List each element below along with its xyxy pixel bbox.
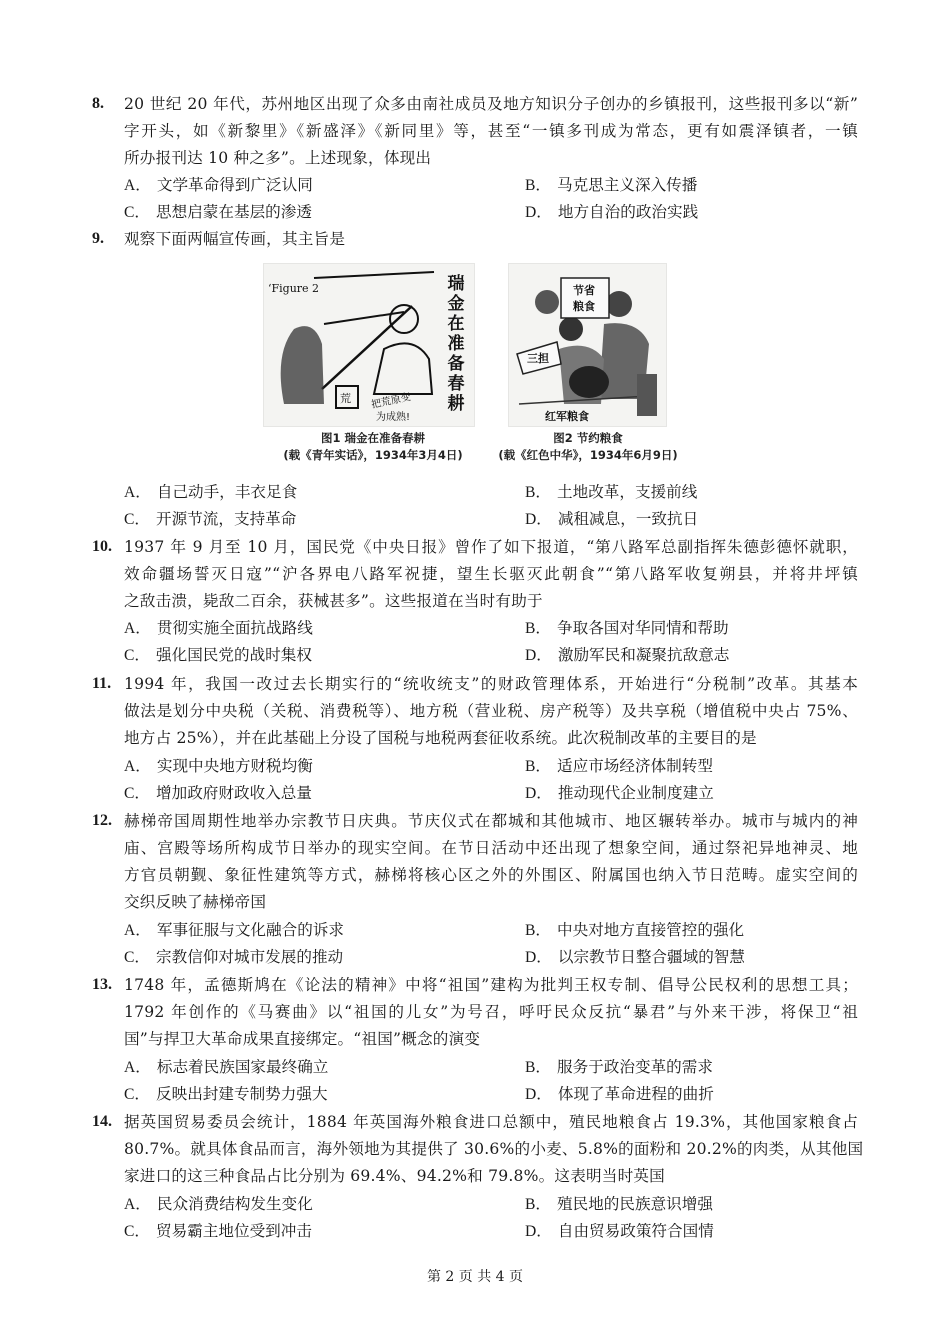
option-key: C． — [124, 1086, 150, 1103]
question-stem-line: 观察下面两幅宣传画，其主旨是 — [124, 230, 346, 248]
option-c[interactable] — [124, 202, 312, 223]
figure-1-vertical-title: 瑞金在准备春耕 — [447, 274, 465, 414]
question-stem-line: 1994 年，我国一改过去长期实行的“统收统支”的财政管理体系，开始进行“分税制”改革。其基本 — [124, 675, 858, 693]
option-key: C． — [124, 949, 150, 966]
option-text: 服务于政治变革的需求 — [557, 1058, 713, 1076]
option-text: 激励军民和凝聚抗敌意志 — [557, 646, 730, 664]
option-key: D． — [525, 1086, 552, 1103]
option-key: B． — [525, 620, 551, 637]
option-c[interactable] — [124, 783, 312, 804]
svg-text:红军粮食: 红军粮食 — [545, 410, 589, 423]
question-number: 8. — [92, 95, 104, 112]
question-number: 12. — [92, 812, 112, 829]
option-key: D． — [525, 949, 552, 966]
option-b[interactable] — [525, 1194, 713, 1215]
option-text: 标志着民族国家最终确立 — [156, 1058, 329, 1076]
question-stem-line: 庙、宫殿等场所构成节日举办的现实空间。在节日活动中还出现了想象空间，通过祭祀异地神灵、地 — [124, 839, 858, 857]
option-text: 宗教信仰对城市发展的推动 — [156, 948, 344, 966]
propaganda-drawing-icon — [264, 264, 474, 426]
svg-text:为成熟!: 为成熟! — [376, 412, 411, 423]
question-stem-line: 20 世纪 20 年代，苏州地区出现了众多由南社成员及地方知识分子创办的乡镇报刊，这些报刊多以“新” — [124, 95, 858, 113]
option-text: 增加政府财政收入总量 — [156, 784, 312, 802]
question-number: 13. — [92, 976, 112, 993]
question-stem-line: 赫梯帝国周期性地举办宗教节日庆典。节庆仪式在都城和其他城市、地区辗转举办。城市与城内的神 — [124, 812, 858, 830]
option-text: 推动现代企业制度建立 — [557, 784, 714, 802]
option-c[interactable] — [124, 509, 296, 530]
option-text: 马克思主义深入传播 — [557, 176, 698, 194]
option-b[interactable] — [525, 756, 713, 777]
option-text: 适应市场经济体制转型 — [557, 757, 713, 775]
figure-2-caption-title: 图2 节约粮食 — [553, 431, 623, 445]
figure-2-caption-source: (载《红色中华》，1934年6月9日) — [498, 448, 678, 462]
option-d[interactable] — [525, 947, 745, 968]
question-stem-line: 之敌击溃，毙敌二百余，获械甚多”。这些报道在当时有助于 — [124, 592, 543, 610]
option-key: A． — [124, 1059, 151, 1076]
option-d[interactable] — [525, 1221, 714, 1242]
option-d[interactable] — [525, 645, 729, 666]
option-text: 反映出封建专制势力强大 — [156, 1085, 328, 1103]
option-b[interactable] — [525, 482, 697, 503]
option-text: 地方自治的政治实践 — [557, 203, 699, 221]
question-stem-line: 家进口的这三种食品占比分别为 69.4%、94.2%和 79.8%。这表明当时英国 — [124, 1167, 665, 1185]
option-key: C． — [124, 785, 150, 802]
option-key: D． — [525, 1223, 552, 1240]
option-key: C． — [124, 1223, 150, 1240]
option-key: B． — [525, 1196, 551, 1213]
question-stem-line: 国”与捍卫大革命成果直接绑定。“祖国”概念的演变 — [124, 1030, 481, 1048]
question-stem-line: 字开头，如《新黎里》《新盛泽》《新同里》等，甚至“一镇多刊成为常态，更有如震泽镇者，一镇 — [124, 122, 858, 140]
option-c[interactable] — [124, 1084, 328, 1105]
option-a[interactable] — [124, 482, 297, 503]
option-key: B． — [525, 758, 551, 775]
option-c[interactable] — [124, 947, 343, 968]
figure-1-illustration — [263, 263, 475, 427]
svg-text:把荒原变: 把荒原变 — [370, 391, 412, 411]
option-key: D． — [525, 647, 552, 664]
option-d[interactable] — [525, 1084, 714, 1105]
option-a[interactable] — [124, 920, 344, 941]
option-text: 减租减息，一致抗日 — [557, 510, 699, 528]
svg-text:荒: 荒 — [340, 392, 351, 405]
question-stem-line: 1937 年 9 月至 10 月，国民党《中央日报》曾作了如下报道，“第八路军总副指挥朱德彭德怀就职， — [124, 538, 858, 556]
option-a[interactable] — [124, 1194, 313, 1215]
option-text: 文学革命得到广泛认同 — [156, 176, 313, 194]
option-key: C． — [124, 511, 150, 528]
svg-text:‘Figure 2: ‘Figure 2 — [268, 282, 320, 295]
option-c[interactable] — [124, 645, 312, 666]
option-key: A． — [124, 758, 151, 775]
option-key: A． — [124, 484, 151, 501]
option-text: 实现中央地方财税均衡 — [156, 757, 313, 775]
option-text: 土地改革，支援前线 — [557, 483, 698, 501]
question-stem-line: 所办报刊达 10 种之多”。上述现象，体现出 — [124, 149, 432, 167]
option-key: C． — [124, 204, 150, 221]
option-key: B． — [525, 922, 551, 939]
question-stem-line: 地方占 25%），并在此基础上分设了国税与地税两套征收系统。此次税制改革的主要目的是 — [124, 729, 757, 747]
question-number: 14. — [92, 1113, 112, 1130]
figure-1-caption-source: (载《青年实话》，1934年3月4日) — [283, 448, 463, 462]
option-b[interactable] — [525, 618, 729, 639]
figure-2-caption — [478, 430, 698, 464]
question-stem-line: 方官员朝觐、象征性建筑等方式，赫梯将核心区之外的外围区、附属国也纳入节日范畴。虚实空间的 — [124, 866, 858, 884]
option-text: 体现了革命进程的曲折 — [557, 1085, 714, 1103]
option-key: A． — [124, 922, 151, 939]
option-text: 贸易霸主地位受到冲击 — [156, 1222, 312, 1240]
svg-text:节省: 节省 — [573, 284, 595, 297]
figure-1-caption — [258, 430, 488, 464]
question-stem-line: 1792 年创作的《马赛曲》以“祖国的儿女”为号召，呼吁民众反抗“暴君”与外来干涉，将保卫“祖 — [124, 1003, 858, 1021]
option-a[interactable] — [124, 1057, 328, 1078]
question-stem-line: 交织反映了赫梯帝国 — [124, 893, 267, 911]
svg-text:粮食: 粮食 — [573, 300, 595, 313]
option-a[interactable] — [124, 175, 313, 196]
option-text: 民众消费结构发生变化 — [156, 1195, 313, 1213]
option-text: 强化国民党的战时集权 — [156, 646, 312, 664]
option-b[interactable] — [525, 920, 744, 941]
question-number: 10. — [92, 538, 112, 555]
question-stem-line: 据英国贸易委员会统计，1884 年英国海外粮食进口总额中，殖民地粮食占 19.3%，其他国家粮食占 — [124, 1113, 858, 1131]
option-text: 开源节流，支持革命 — [156, 510, 297, 528]
option-key: D． — [525, 204, 552, 221]
option-text: 军事征服与文化融合的诉求 — [156, 921, 344, 939]
option-c[interactable] — [124, 1221, 312, 1242]
figure-1-caption-title: 图1 瑞金在准备春耕 — [320, 431, 425, 445]
question-stem-line: 做法是划分中央税（关税、消费税等）、地方税（营业税、房产税等）及共享税（增值税中央占 75%、 — [124, 702, 858, 720]
option-b[interactable] — [525, 1057, 713, 1078]
option-d[interactable] — [525, 202, 698, 223]
question-number: 11. — [92, 675, 112, 692]
option-key: D． — [525, 511, 552, 528]
option-a[interactable] — [124, 618, 313, 639]
option-key: B． — [525, 484, 551, 501]
option-text: 自己动手，丰衣足食 — [156, 483, 298, 501]
option-text: 中央对地方直接管控的强化 — [557, 921, 745, 939]
option-key: D． — [525, 785, 552, 802]
propaganda-drawing-icon — [509, 264, 666, 426]
option-a[interactable] — [124, 756, 313, 777]
option-text: 自由贸易政策符合国情 — [557, 1222, 714, 1240]
option-text: 争取各国对华同情和帮助 — [557, 619, 729, 637]
option-b[interactable] — [525, 175, 697, 196]
option-text: 思想启蒙在基层的渗透 — [156, 203, 312, 221]
option-text: 以宗教节日整合疆域的智慧 — [557, 948, 745, 966]
question-stem-line: 1748 年，孟德斯鸠在《论法的精神》中将“祖国”建构为批判王权专制、倡导公民权利的思想工具； — [124, 976, 858, 994]
option-d[interactable] — [525, 509, 698, 530]
option-d[interactable] — [525, 783, 714, 804]
figure-2-illustration — [508, 263, 667, 427]
option-key: A． — [124, 620, 151, 637]
option-key: C． — [124, 647, 150, 664]
option-key: B． — [525, 177, 551, 194]
option-key: A． — [124, 1196, 151, 1213]
option-key: A． — [124, 177, 151, 194]
option-text: 殖民地的民族意识增强 — [557, 1195, 713, 1213]
question-stem-line: 80.7%。就具体食品而言，海外领地为其提供了 30.6%的小麦、5.8%的面粉和 20.2%的肉类，从其他国 — [124, 1140, 864, 1158]
question-stem-line: 效命疆场誓灭日寇”“沪各界电八路军祝捷，望生长驱灭此朝食”“第八路军收复朔县，并将井坪镇 — [124, 565, 858, 583]
svg-text:三担: 三担 — [527, 352, 549, 365]
option-text: 贯彻实施全面抗战路线 — [156, 619, 313, 637]
option-key: B． — [525, 1059, 551, 1076]
question-number: 9. — [92, 230, 104, 247]
page-footer: 第 2 页 共 4 页 — [426, 1269, 524, 1285]
